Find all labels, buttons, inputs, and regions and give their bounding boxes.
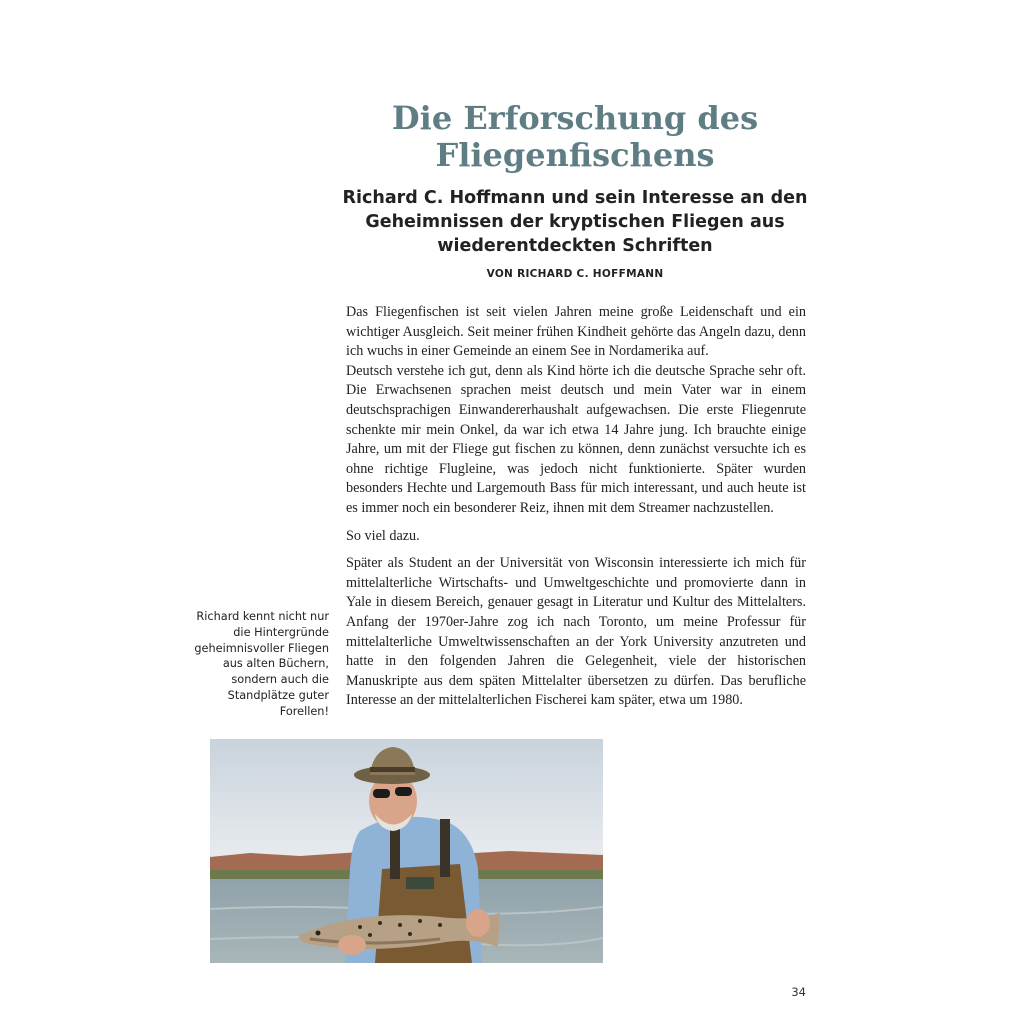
- article-body: [346, 303, 806, 719]
- angler-with-trout-photo: [210, 739, 603, 963]
- photo-caption: Richard kennt nicht nur die Hintergründe geheimnisvoller Fliegen aus alten Büchern, sondern auch die Standplätze guter Forellen!: [194, 610, 329, 718]
- author-byline: VON RICHARD C. HOFFMANN: [486, 268, 664, 280]
- page-number: 34: [791, 985, 806, 999]
- body-paragraph: Später als Student an der Universität von Wisconsin interessierte ich mich für mittelalterliche Wirtschafts- und Umweltgeschichte und promovierte dann in Yale in diesem Bereich, genauer gesagt in Literatur und Kultur des Mittelalters. Anfang der 1970er-Jahre zog ich nach Toronto, um meine Professur für mittelalterliche Umweltwissenschaften an der York University anzutreten und hatte in den folgenden Jahren die Gelegenheit, viele der historischen Manuskripte aus dem späten Mittelalter übersetzen zu dürfen. Das berufliche Interesse an der mittelalterlichen Fischerei kam später, etwa um 1980.: [346, 555, 806, 709]
- body-paragraph: So viel dazu.: [346, 527, 420, 544]
- article-title: Die Erforschung des Fliegenfischens: [391, 99, 759, 174]
- body-paragraph: Deutsch verstehe ich gut, denn als Kind hörte ich die deutsche Sprache sehr oft. Die Erwachsenen sprachen meist deutsch und mein Vater war in einem deutschsprachigen Einwandererhaushalt aufgewachsen. Die erste Fliegenrute schenkte mir mein Onkel, da war ich etwa 14 Jahre jung. Ich brauchte einige Jahre, um mit der Fliege gut fischen zu können, denn zunächst versuchte ich es ohne richtige Flugleine, was jedoch nicht funktionierte. Später wurden besonders Hechte und Largemouth Bass für mich interessant, und auch heute ist es immer noch ein besonderer Reiz, ihnen mit dem Streamer nachzustellen.: [346, 362, 806, 516]
- body-paragraph: Das Fliegenfischen ist seit vielen Jahren meine große Leidenschaft und ein wichtiger Ausgleich. Seit meiner frühen Kindheit gehörte das Angeln dazu, denn ich wuchs in einer Gemeinde an einem See in Nordamerika auf.: [346, 304, 806, 360]
- article-subtitle: Richard C. Hoffmann und sein Interesse an den Geheimnissen der kryptischen Fliegen aus wiederentdeckten Schriften: [342, 188, 808, 256]
